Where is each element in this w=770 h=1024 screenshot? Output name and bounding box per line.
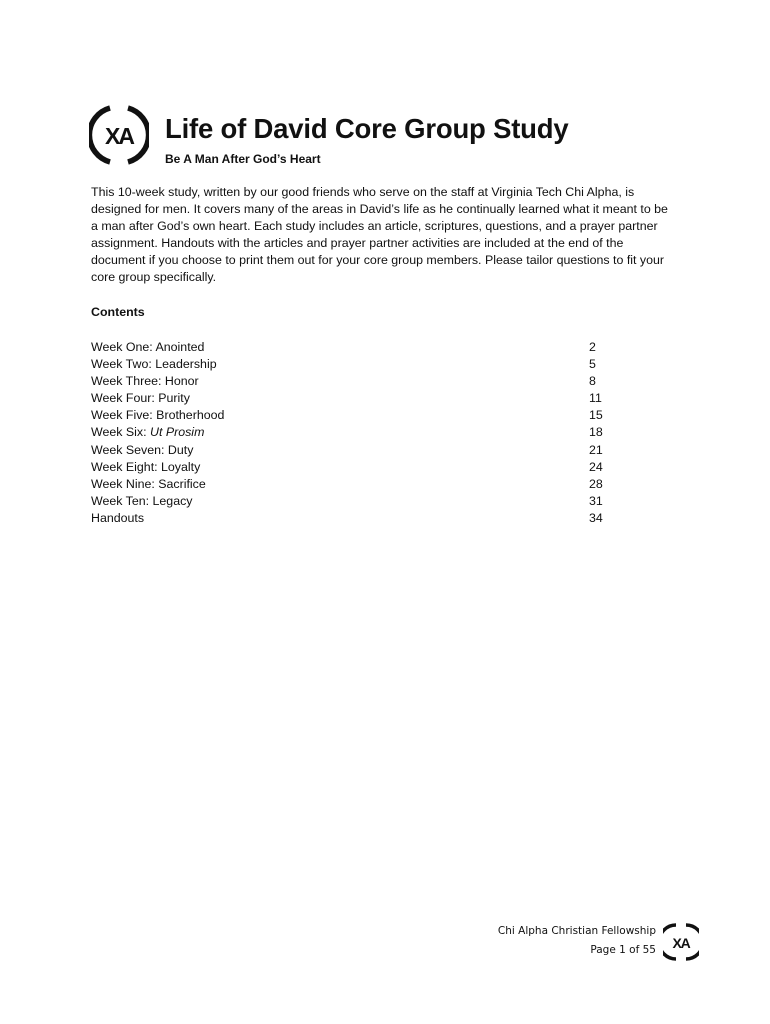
toc-entry[interactable] bbox=[91, 424, 611, 441]
intro-paragraph bbox=[91, 184, 691, 286]
logo-text: XA bbox=[105, 123, 133, 149]
toc-entry-label: Handouts bbox=[91, 510, 145, 525]
toc-entry[interactable] bbox=[91, 476, 611, 493]
toc-entry-page: 5 bbox=[589, 357, 596, 372]
toc-entry[interactable] bbox=[91, 390, 611, 407]
table-of-contents bbox=[91, 339, 611, 527]
toc-entry-label: Week Ten: Legacy bbox=[91, 493, 193, 508]
toc-entry[interactable] bbox=[91, 442, 611, 459]
toc-entry-page: 34 bbox=[589, 510, 603, 525]
intro-line: This 10-week study, written by our good friends who serve on the staff at Virginia Tech Chi Alpha, is bbox=[91, 185, 635, 199]
toc-entry[interactable] bbox=[91, 407, 611, 424]
toc-entry[interactable] bbox=[91, 373, 611, 390]
toc-entry-page: 28 bbox=[589, 476, 603, 491]
toc-entry[interactable] bbox=[91, 356, 611, 373]
toc-entry-page: 15 bbox=[589, 408, 603, 423]
toc-entry[interactable] bbox=[91, 510, 611, 527]
toc-entry-label: Week One: Anointed bbox=[91, 340, 205, 354]
toc-entry-label: Week Seven: Duty bbox=[91, 442, 194, 457]
toc-entry-label: Week Six: Ut Prosim bbox=[91, 425, 205, 440]
toc-entry[interactable] bbox=[91, 339, 611, 356]
toc-entry[interactable] bbox=[91, 459, 611, 476]
toc-entry-page: 8 bbox=[589, 374, 596, 389]
footer-chi-alpha-logo bbox=[663, 922, 699, 962]
toc-entry-label: Week Four: Purity bbox=[91, 391, 190, 406]
page-subtitle: Be A Man After God’s Heart bbox=[165, 152, 321, 166]
toc-entry-label: Week Nine: Sacrifice bbox=[91, 476, 206, 491]
footer-page-number: Page 1 of 55 bbox=[590, 944, 656, 956]
toc-entry-label: Week Eight: Loyalty bbox=[91, 459, 201, 474]
toc-entry-page: 21 bbox=[589, 442, 603, 457]
toc-entry-label: Week Two: Leadership bbox=[91, 357, 217, 372]
toc-entry-label: Week Three: Honor bbox=[91, 374, 199, 389]
toc-entry-page: 18 bbox=[589, 425, 603, 440]
intro-line: document if you choose to print them out for your core group members. Please tailor questions to fit your bbox=[91, 253, 665, 267]
toc-entry[interactable] bbox=[91, 493, 611, 510]
page-title: Life of David Core Group Study bbox=[165, 113, 569, 144]
intro-line: assignment. Handouts with the articles and prayer partner activities are included at the end of the bbox=[91, 236, 624, 250]
intro-line: a man after God’s own heart. Each study includes an article, scriptures, questions, and a prayer partner bbox=[91, 219, 658, 233]
toc-entry-page: 11 bbox=[589, 391, 602, 406]
intro-line: designed for men. It covers many of the areas in David’s life as he continually learned what it meant to be bbox=[91, 202, 668, 216]
footer-organization: Chi Alpha Christian Fellowship bbox=[497, 925, 656, 937]
intro-line: core group specifically. bbox=[91, 270, 217, 284]
contents-heading: Contents bbox=[91, 305, 145, 319]
chi-alpha-logo bbox=[89, 103, 149, 167]
toc-entry-page: 31 bbox=[589, 493, 603, 508]
toc-entry-page: 2 bbox=[589, 340, 596, 354]
footer-logo-text: XA bbox=[672, 935, 690, 951]
toc-entry-page: 24 bbox=[589, 459, 603, 474]
toc-entry-label: Week Five: Brotherhood bbox=[91, 408, 225, 423]
